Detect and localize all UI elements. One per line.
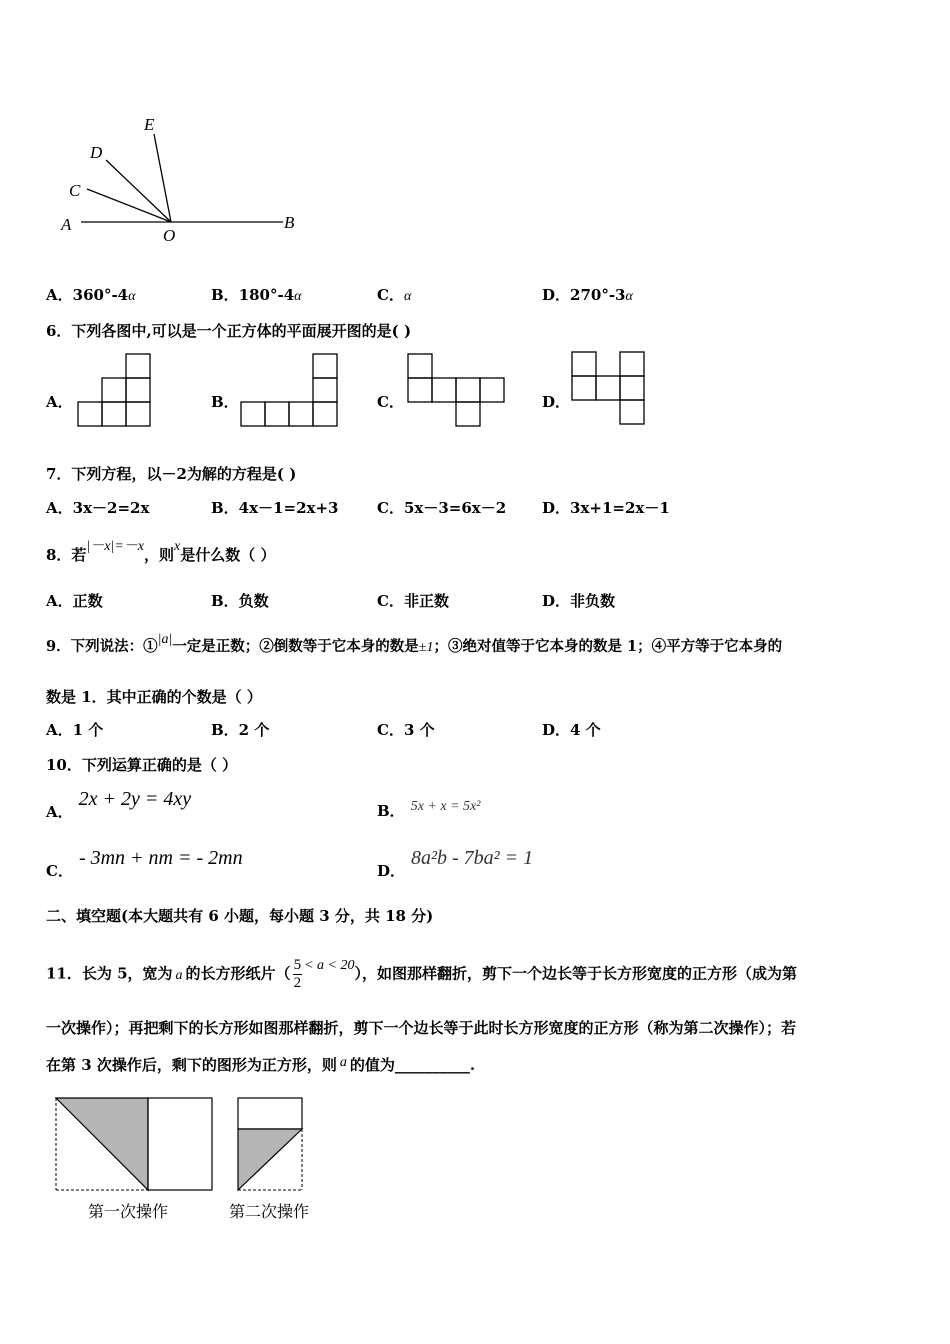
q6-net-c xyxy=(402,350,512,430)
q10-option-d: D．8a²b - 7ba² = 1 xyxy=(377,847,534,880)
q5-option-a: A．360°-4α xyxy=(46,286,136,304)
q11-line1: 11．长为 5，宽为 a 的长方形纸片（ $\frac{5}{2}$ < a < 20），如图那样翻折，剪下一个边长等于长方形宽度的正方形（成为第 xyxy=(46,957,797,991)
answer-blank[interactable]: __________ xyxy=(394,1056,470,1074)
q9-option-a: A．1 个 xyxy=(46,721,104,739)
q8-option-b: B．负数 xyxy=(211,592,269,610)
q6-stem: 6．下列各图中,可以是一个正方体的平面展开图的是( ) xyxy=(46,322,412,340)
q9-line1: 9．下列说法：①|a|一定是正数；②倒数等于它本身的数是±1；③绝对值等于它本身的数是 1；④平方等于它本身的 xyxy=(46,632,783,655)
fold-caption-1: 第一次操作 xyxy=(88,1202,169,1221)
angle-figure xyxy=(55,110,315,250)
q10-option-b: B． 5x + x = 5x² xyxy=(377,799,481,820)
q7-option-a: A．3x－2=2x xyxy=(46,499,150,517)
q10-option-c: C．- 3mn + nm = - 2mn xyxy=(46,847,243,880)
q6-letter-d: D． xyxy=(542,393,571,411)
fold1-remaining-rect xyxy=(148,1098,212,1190)
fold-caption-2: 第二次操作 xyxy=(229,1202,310,1221)
q6-net-b xyxy=(235,350,345,430)
fold2-triangle xyxy=(238,1129,302,1190)
q7-stem: 7．下列方程，以－2为解的方程是( ) xyxy=(46,465,297,483)
q6-net-a xyxy=(70,350,160,430)
label-d: D xyxy=(90,143,103,162)
q8-option-c: C．非正数 xyxy=(377,592,449,610)
q6-net-d xyxy=(566,348,656,430)
q6-letter-c: C． xyxy=(377,393,404,411)
q5-option-c: C．α xyxy=(377,286,412,304)
q10-stem: 10．下列运算正确的是（ ） xyxy=(46,756,238,774)
q5-option-d: D．270°-3α xyxy=(542,286,633,304)
q10-option-a: A．2x + 2y = 4xy xyxy=(46,788,192,821)
q8-option-a: A．正数 xyxy=(46,592,103,610)
q5-option-b: B．180°-4α xyxy=(211,286,302,304)
q9-option-c: C．3 个 xyxy=(377,721,435,739)
q11-line2: 一次操作）；再把剩下的长方形如图那样翻折，剪下一个边长等于此时长方形宽度的正方形（称为第二次操作）；若 xyxy=(46,1019,797,1037)
q11-line3: 在第 3 次操作后，剩下的图形为正方形，则 a 的值为__________. xyxy=(46,1055,476,1074)
section-2-heading: 二、填空题(本大题共有 6 小题，每小题 3 分，共 18 分) xyxy=(46,907,434,925)
q8-option-d: D．非负数 xyxy=(542,592,616,610)
q9-option-d: D．4 个 xyxy=(542,721,601,739)
fold2-top-rect xyxy=(238,1098,302,1129)
label-c: C xyxy=(69,181,81,200)
ray-oc xyxy=(87,189,171,222)
q6-letter-a: A． xyxy=(46,393,73,411)
label-a: A xyxy=(61,215,72,234)
q6-letter-b: B． xyxy=(211,393,239,411)
q8-stem: 8．若|－x|=－x，则x是什么数（ ） xyxy=(46,539,276,564)
label-e: E xyxy=(144,115,155,134)
q9-option-b: B．2 个 xyxy=(211,721,270,739)
q9-line2: 数是 1．其中正确的个数是（ ） xyxy=(46,688,262,706)
fold1-triangle xyxy=(56,1098,148,1190)
q7-option-b: B．4x－1=2x+3 xyxy=(211,499,339,517)
q7-option-d: D．3x+1=2x－1 xyxy=(542,499,670,517)
label-b: B xyxy=(284,213,295,232)
q7-option-c: C．5x－3=6x－2 xyxy=(377,499,507,517)
label-o: O xyxy=(163,226,176,245)
